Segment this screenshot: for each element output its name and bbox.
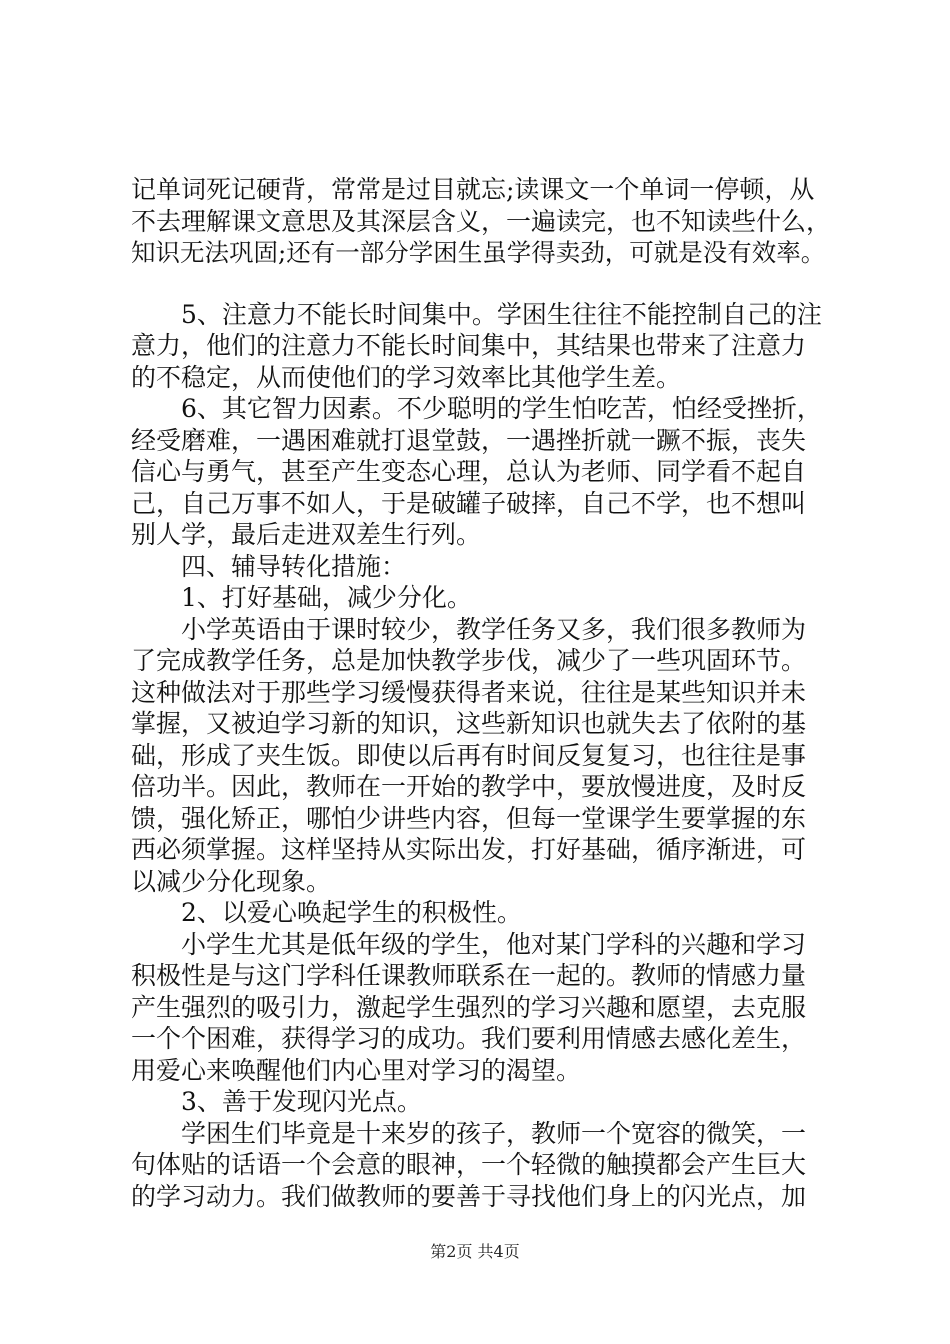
text-line: 用爱心来唤醒他们内心里对学习的渴望。 [131, 1055, 582, 1085]
text-line: 记单词死记硬背，常常是过目就忘;读课文一个单词一停顿，从 [131, 175, 815, 204]
text-line: 西必须掌握。这样坚持从实际出发，打好基础，循序渐进，可 [131, 835, 807, 864]
page-footer: 第2页 共4页 [430, 1242, 520, 1261]
text-line: 一个个困难，获得学习的成功。我们要利用情感去感化差生， [131, 1024, 807, 1053]
text-line: 的不稳定，从而使他们的学习效率比其他学生差。 [131, 362, 682, 392]
text-line: 别人学，最后走进双差生行列。 [131, 520, 482, 549]
text-line: 这种做法对于那些学习缓慢获得者来说，往往是某些知识并未 [131, 677, 807, 707]
text-line: 学困生们毕竟是十来岁的孩子，教师一个宽容的微笑，一 [131, 1118, 807, 1148]
text-line: 知识无法巩固;还有一部分学困生虽学得卖劲，可就是没有效率。 [131, 238, 826, 267]
text-line: 产生强烈的吸引力，激起学生强烈的学习兴趣和愿望，去克服 [131, 992, 807, 1022]
text-line: 小学英语由于课时较少，教学任务又多，我们很多教师为 [131, 614, 807, 644]
paragraph-gap [131, 269, 835, 299]
text-line: 意力，他们的注意力不能长时间集中，其结果也带来了注意力 [131, 331, 807, 360]
text-line: 1、打好基础，减少分化。 [131, 583, 472, 612]
text-line: 掌握，又被迫学习新的知识，这些新知识也就失去了依附的基 [131, 709, 807, 738]
text-line: 四、辅导转化措施： [131, 551, 407, 581]
text-line: 以减少分化现象。 [131, 866, 332, 896]
text-line: 己，自己万事不如人，于是破罐子破摔，自己不学，也不想叫 [131, 488, 807, 518]
text-line: 小学生尤其是低年级的学生，他对某门学科的兴趣和学习 [131, 929, 807, 959]
text-line: 了完成教学任务，总是加快教学步伐，减少了一些巩固环节。 [131, 646, 807, 675]
text-line: 倍功半。因此，教师在一开始的教学中，要放慢进度，及时反 [131, 772, 807, 801]
text-line: 3、善于发现闪光点。 [131, 1087, 422, 1116]
text-line: 信心与勇气，甚至产生变态心理，总认为老师、同学看不起自 [131, 457, 807, 486]
text-line: 积极性是与这门学科任课教师联系在一起的。教师的情感力量 [131, 961, 807, 990]
text-line: 不去理解课文意思及其深层含义，一遍读完，也不知读些什么， [131, 206, 832, 236]
text-line: 经受磨难，一遇困难就打退堂鼓，一遇挫折就一蹶不振，丧失 [131, 425, 807, 455]
document-body [131, 174, 835, 1212]
text-line: 6、其它智力因素。不少聪明的学生怕吃苦，怕经受挫折， [131, 394, 822, 423]
text-line: 2、以爱心唤起学生的积极性。 [131, 898, 522, 927]
text-line: 馈，强化矫正，哪怕少讲些内容，但每一堂课学生要掌握的东 [131, 803, 807, 833]
text-line: 的学习动力。我们做教师的要善于寻找他们身上的闪光点，加 [131, 1181, 807, 1211]
text-line: 5、注意力不能长时间集中。学困生往往不能控制自己的注 [131, 299, 822, 329]
text-line: 句体贴的话语一个会意的眼神，一个轻微的触摸都会产生巨大 [131, 1150, 807, 1179]
text-line: 础，形成了夹生饭。即使以后再有时间反复复习，也往往是事 [131, 740, 807, 770]
